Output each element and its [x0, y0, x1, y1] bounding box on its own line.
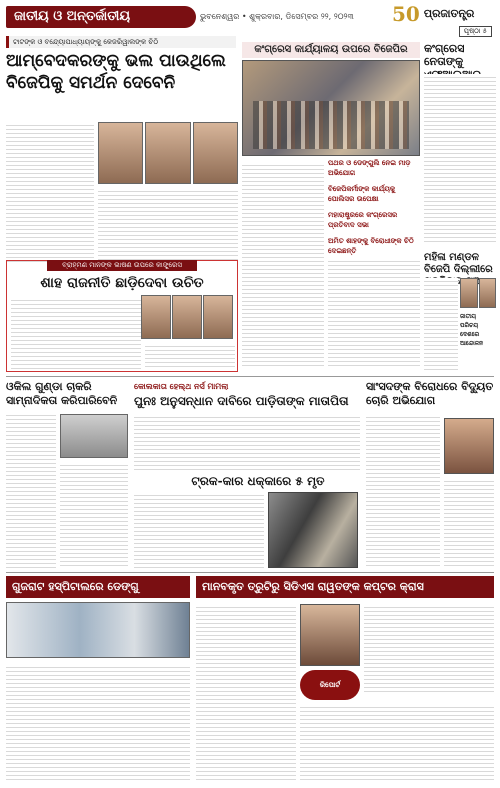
boxed-story	[6, 260, 238, 372]
page-header	[0, 0, 500, 38]
story-e-headline[interactable]: ଗୁଜରାଟ ହସ୍ପିଟାଲରେ ଡେଙ୍ଗୁ	[6, 576, 190, 598]
boxed-headline[interactable]: ଶାହ ରାଜନୀତି ଛାଡ଼ିଦେବା ଉଚିତ	[40, 275, 204, 291]
lead-photo-strip	[98, 122, 238, 184]
center-bullet-list	[328, 158, 420, 262]
story-b-headline[interactable]: ପୁନଃ ଅନୁସନ୍ଧାନ ଦାବିରେ ପାଡ଼ିତାଙ୍କ ମାତାପିତା	[134, 394, 349, 408]
lead-headline[interactable]: ଆମ୍ବେଦକରଙ୍କୁ ଭଲ ପାଉଥିଲେ ବିଜେପିକୁ ସମର୍ଥନ ଦେବେନି	[6, 51, 226, 93]
right-photo-strip	[460, 278, 496, 308]
portrait-photo	[172, 295, 202, 339]
lead-body-text	[6, 122, 94, 262]
center-headline[interactable]: କଂଗ୍ରେସ କାର୍ଯ୍ୟାଳୟ ଉପରେ ବିଜେପିର	[242, 42, 420, 58]
bullet-item: ଅମିତ ଶାହଙ୍କୁ ବିରୋଧୀଙ୍କ ଚିଠି ଦେଇଛନ୍ତି	[328, 237, 414, 255]
portrait-photo	[203, 295, 233, 339]
portrait-photo	[145, 122, 190, 184]
story-e-body	[6, 664, 190, 782]
lead-body-text	[98, 188, 238, 262]
portrait-photo	[444, 418, 494, 474]
center-body-text	[328, 258, 420, 368]
portrait-photo	[479, 278, 497, 308]
story-d-body	[444, 478, 494, 568]
section-divider	[6, 572, 494, 573]
story-b-kicker: କୋଲକାତା ହେଲ୍ଥ ନର୍ସ ମାମଲା	[134, 382, 229, 391]
bullet-item: ବିଜେପିକର୍ମୀଙ୍କ କାର୍ଯ୍ୟକୁ ପୋଲିସର ଉପେକ୍ଷା	[328, 185, 396, 203]
accident-photo	[268, 492, 358, 568]
center-body-text	[242, 162, 324, 368]
boxed-photo-strip	[141, 295, 233, 339]
portrait-photo	[141, 295, 171, 339]
boxed-body-text	[11, 297, 141, 369]
portrait-photo	[300, 604, 360, 666]
hospital-photo	[6, 602, 190, 658]
side-list-item: ଦେଶରେ ଆନ୍ଦୋଳନ	[460, 331, 484, 347]
story-f-body	[300, 704, 494, 782]
report-badge: ରିପୋର୍ଟ	[300, 670, 360, 700]
dateline: ଭୁବନେଶ୍ୱର • ଶୁକ୍ରବାର, ଡିସେମ୍ବର ୨୨, ୨୦୨୩	[200, 12, 354, 21]
right-body-text	[424, 74, 496, 244]
masthead-logo[interactable]	[392, 2, 496, 26]
story-f-headline[interactable]: ମାନବକୃତ ତ୍ରୁଟିରୁ ସିଡିଏସ ରାୱତଙ୍କ କପ୍ଟର କ୍ରାସ	[196, 576, 494, 598]
right-headline-2[interactable]: ମହିଳା ମଣ୍ଡଳ ବିଜେପି ଦିଲ୍ଲୀରେ	[424, 252, 493, 275]
court-photo	[60, 414, 128, 458]
story-a-body	[6, 412, 56, 568]
portrait-photo	[460, 278, 478, 308]
story-a-body	[60, 462, 128, 568]
story-f-body	[196, 604, 296, 782]
story-a-headline[interactable]: ଓକିଲ ଗୁଣ୍ଡା ଚାକରି ସାମ୍ନାଦିକତା କରିପାରିବେନି	[6, 380, 118, 407]
right-headline-1[interactable]: କଂଗ୍ରେସ ନେତାଙ୍କୁ	[424, 42, 465, 68]
section-title: ଜାତୀୟ ଓ ଅନ୍ତର୍ଜାତୀୟ	[6, 6, 196, 28]
section-divider	[6, 376, 494, 377]
story-b-body	[134, 414, 360, 472]
boxed-body-text	[145, 343, 235, 369]
portrait-photo	[98, 122, 143, 184]
story-c-body	[134, 492, 264, 568]
protest-photo	[242, 60, 420, 156]
side-list	[460, 312, 496, 348]
side-list-item: ଜାତୀୟ ପରିଚୟ	[460, 313, 479, 329]
right-body-text	[424, 278, 458, 370]
anniversary-logo-icon: 50	[392, 2, 420, 26]
story-f-body	[364, 604, 494, 692]
portrait-photo	[193, 122, 238, 184]
boxed-kicker: ବ୍ରାହ୍ମଣ ମାନଙ୍କ ଭାଷଣ ଉପରେ କାଙ୍ଗ୍ରେସ	[47, 260, 197, 271]
story-d-body	[366, 414, 440, 568]
newspaper-name: ପ୍ରଜାତନ୍ତ୍ର	[423, 7, 475, 20]
story-c-headline[interactable]: ଟ୍ରକ-କାର ଧକ୍କାରେ ୫ ମୃତ	[191, 474, 325, 488]
story-d-headline[interactable]: ସାଂସଦଙ୍କ ବିରୋଧରେ ବିଦ୍ୟୁତ ଚୋରି ଅଭିଯୋଗ	[366, 380, 494, 407]
bullet-item: ପଥର ଓ ଡେଙ୍ଗୁଲି ନେଇ ମାଡ଼ ଅଭିଯୋଗ	[328, 159, 411, 177]
lead-kicker: ଟାଟଙ୍କ ଓ ବନ୍ଦ୍ୟୋପାଧ୍ୟାୟଙ୍କୁ କେଜରିୱାଲଙ୍କ ଚିଠି	[6, 36, 236, 48]
page-number: ପୃଷ୍ଠା ୫	[459, 26, 492, 37]
bullet-item: ମହାରାଷ୍ଟ୍ରରେ କଂଗ୍ରେସର ପ୍ରତିବାଦ ସଭା	[328, 211, 398, 229]
